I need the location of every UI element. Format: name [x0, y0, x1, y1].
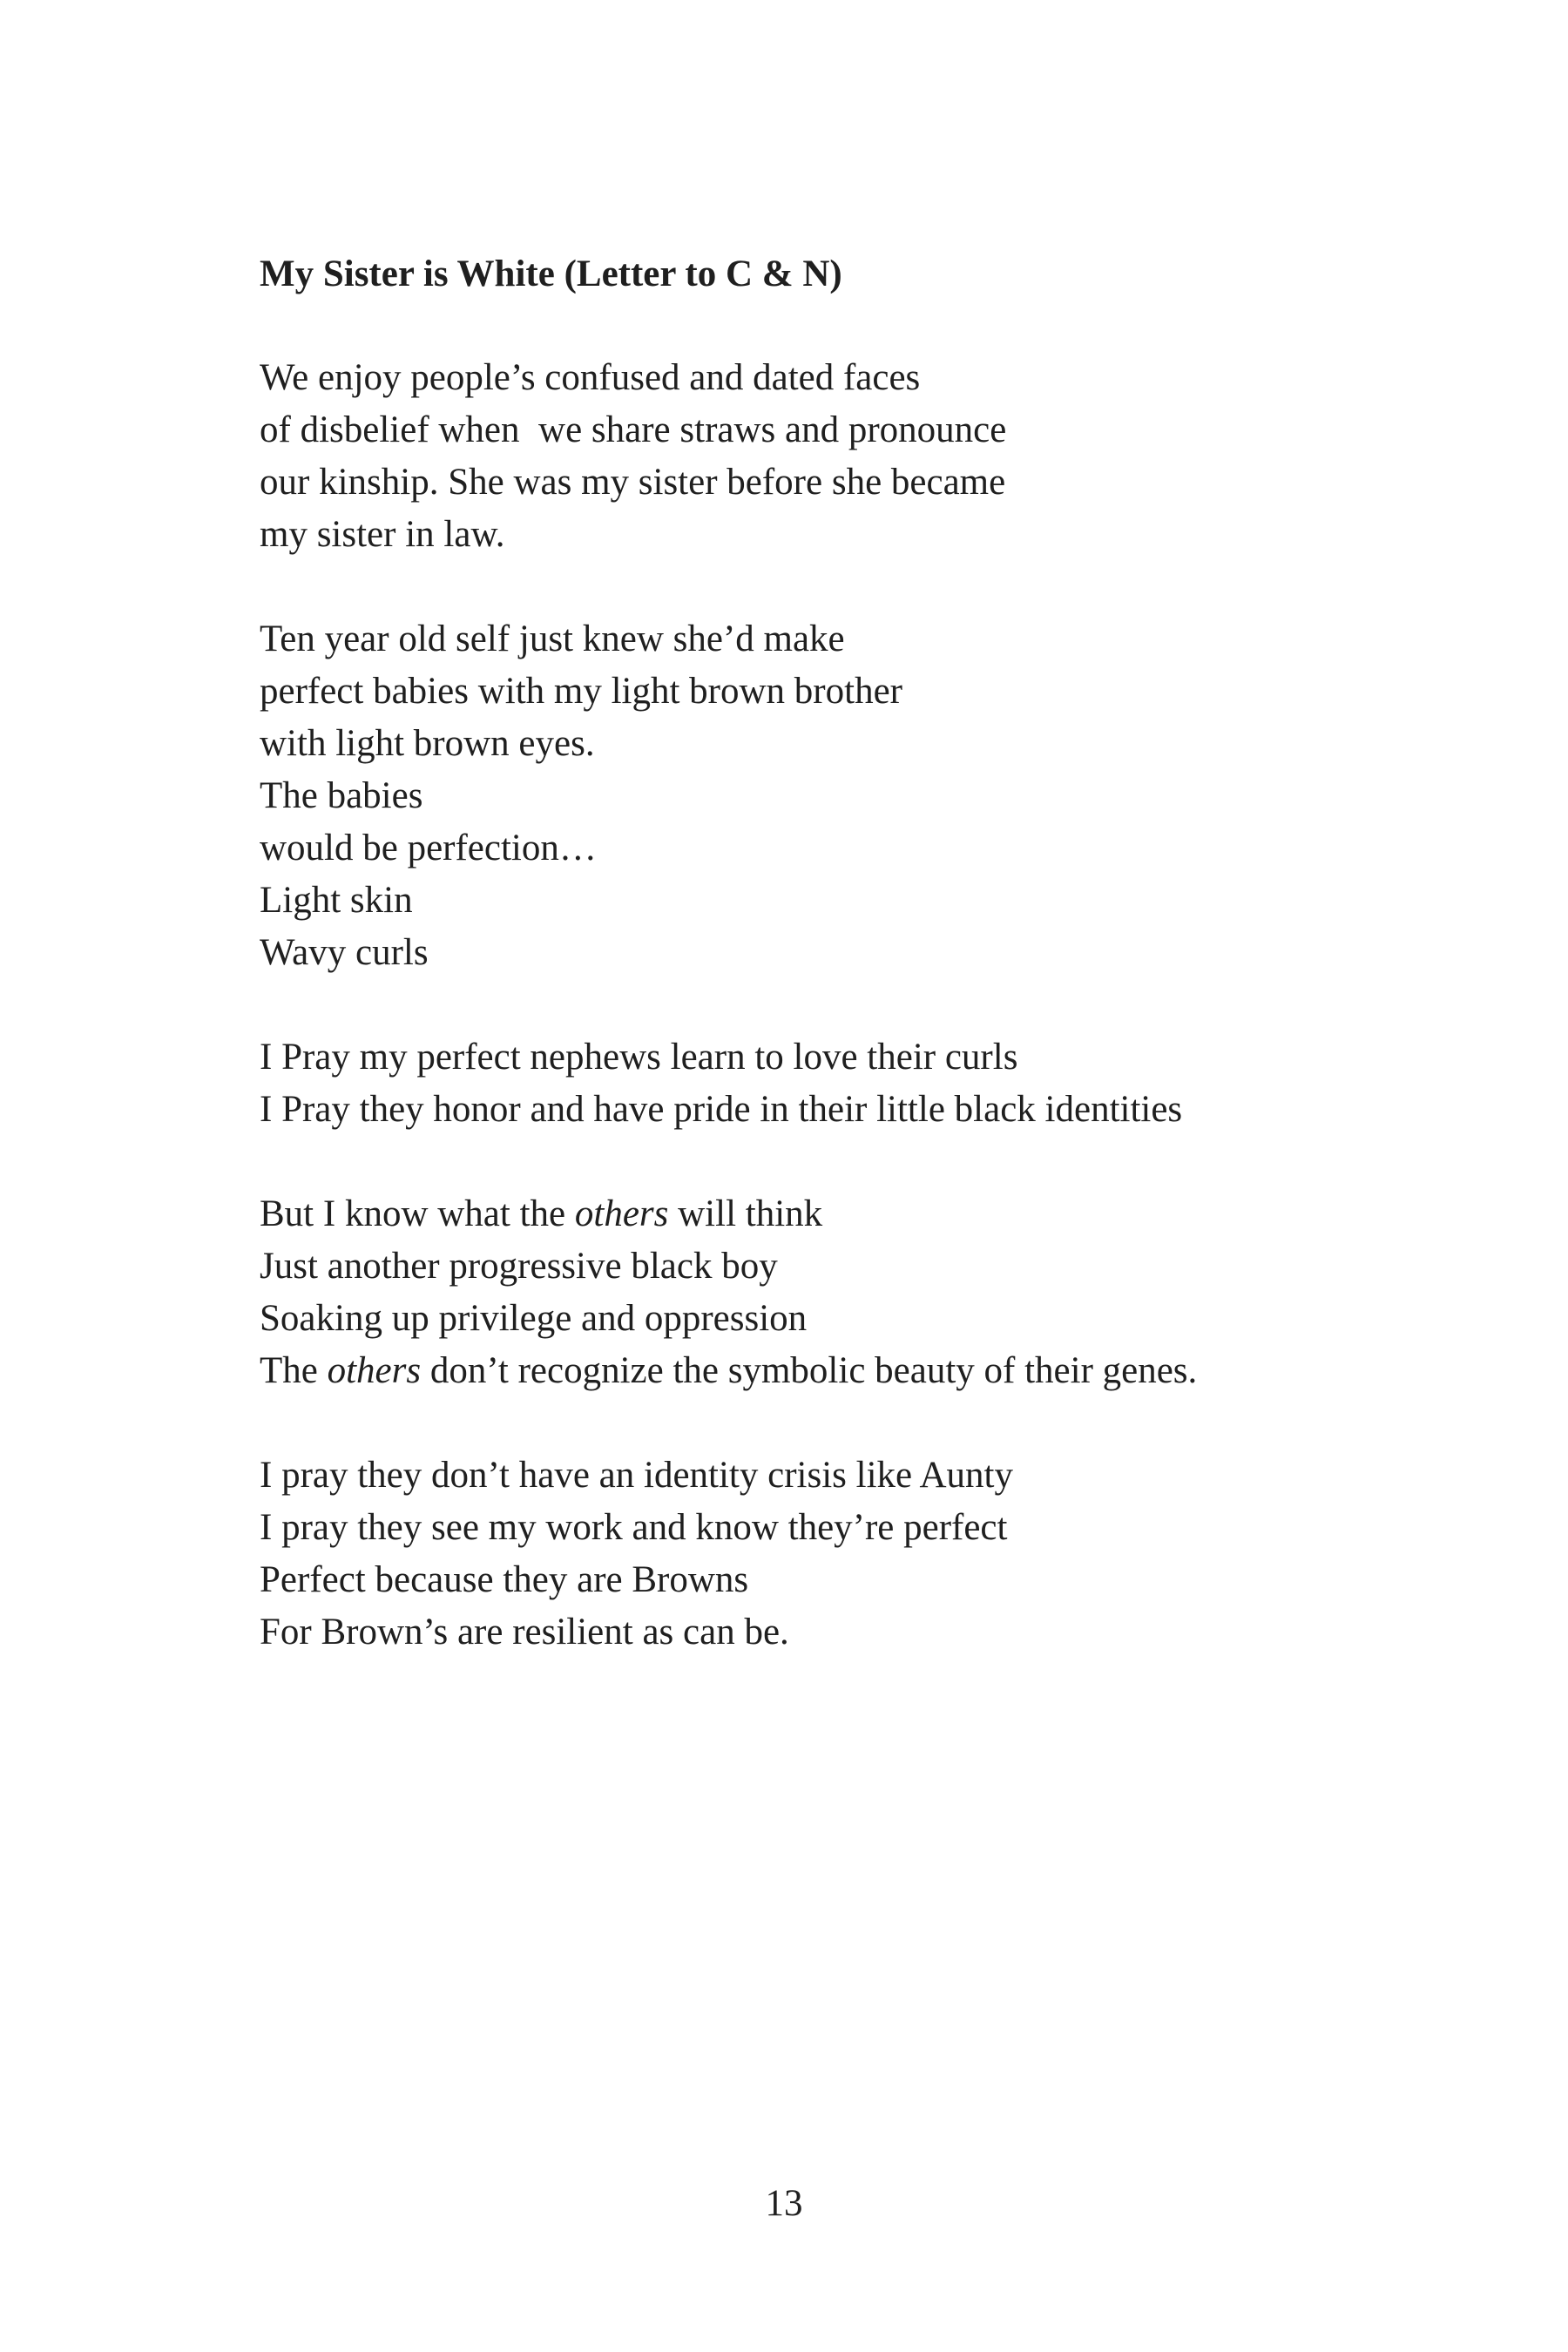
- poem: [260, 248, 1392, 1711]
- poem-line: with light brown eyes.: [260, 723, 595, 764]
- poem-line: I Pray they honor and have pride in their little black identities: [260, 1089, 1183, 1130]
- poem-line: Ten year old self just knew she’d make: [260, 618, 845, 659]
- poem-line: perfect babies with my light brown brother: [260, 671, 902, 712]
- stanza-1: [260, 352, 1392, 561]
- stanza-2: [260, 613, 1392, 979]
- line-text: will think: [668, 1193, 823, 1234]
- poem-line: The babies: [260, 775, 423, 816]
- italic-word: others: [327, 1350, 422, 1391]
- poem-line: For Brown’s are resilient as can be.: [260, 1612, 789, 1652]
- page-number: 13: [765, 2183, 803, 2224]
- poem-line: We enjoy people’s confused and dated faces: [260, 357, 921, 398]
- poem-line: [260, 1188, 1392, 1240]
- poem-line: Perfect because they are Browns: [260, 1559, 749, 1600]
- poem-line: I Pray my perfect nephews learn to love their curls: [260, 1037, 1018, 1078]
- italic-word: others: [574, 1193, 669, 1234]
- poem-line: I pray they see my work and know they’re perfect: [260, 1507, 1008, 1548]
- poem-line: [260, 1345, 1392, 1397]
- stanza-4: [260, 1188, 1392, 1397]
- line-text: don’t recognize the symbolic beauty of their genes.: [421, 1350, 1198, 1391]
- poem-line: I pray they don’t have an identity crisis like Aunty: [260, 1455, 1013, 1496]
- poem-title: My Sister is White (Letter to C & N): [260, 253, 842, 294]
- line-text: The: [260, 1350, 328, 1391]
- poem-line: of disbelief when we share straws and pronounce: [260, 409, 1007, 450]
- poem-line: our kinship. She was my sister before she became: [260, 462, 1006, 503]
- poem-line: would be perfection…: [260, 828, 597, 868]
- stanza-5: [260, 1450, 1392, 1659]
- poem-line: Light skin: [260, 880, 413, 921]
- poem-line: Wavy curls: [260, 932, 429, 973]
- poem-line: Soaking up privilege and oppression: [260, 1298, 808, 1339]
- poem-line: Just another progressive black boy: [260, 1246, 778, 1287]
- line-text: But I know what the: [260, 1193, 575, 1234]
- stanza-3: [260, 1031, 1392, 1136]
- poem-line: my sister in law.: [260, 514, 505, 555]
